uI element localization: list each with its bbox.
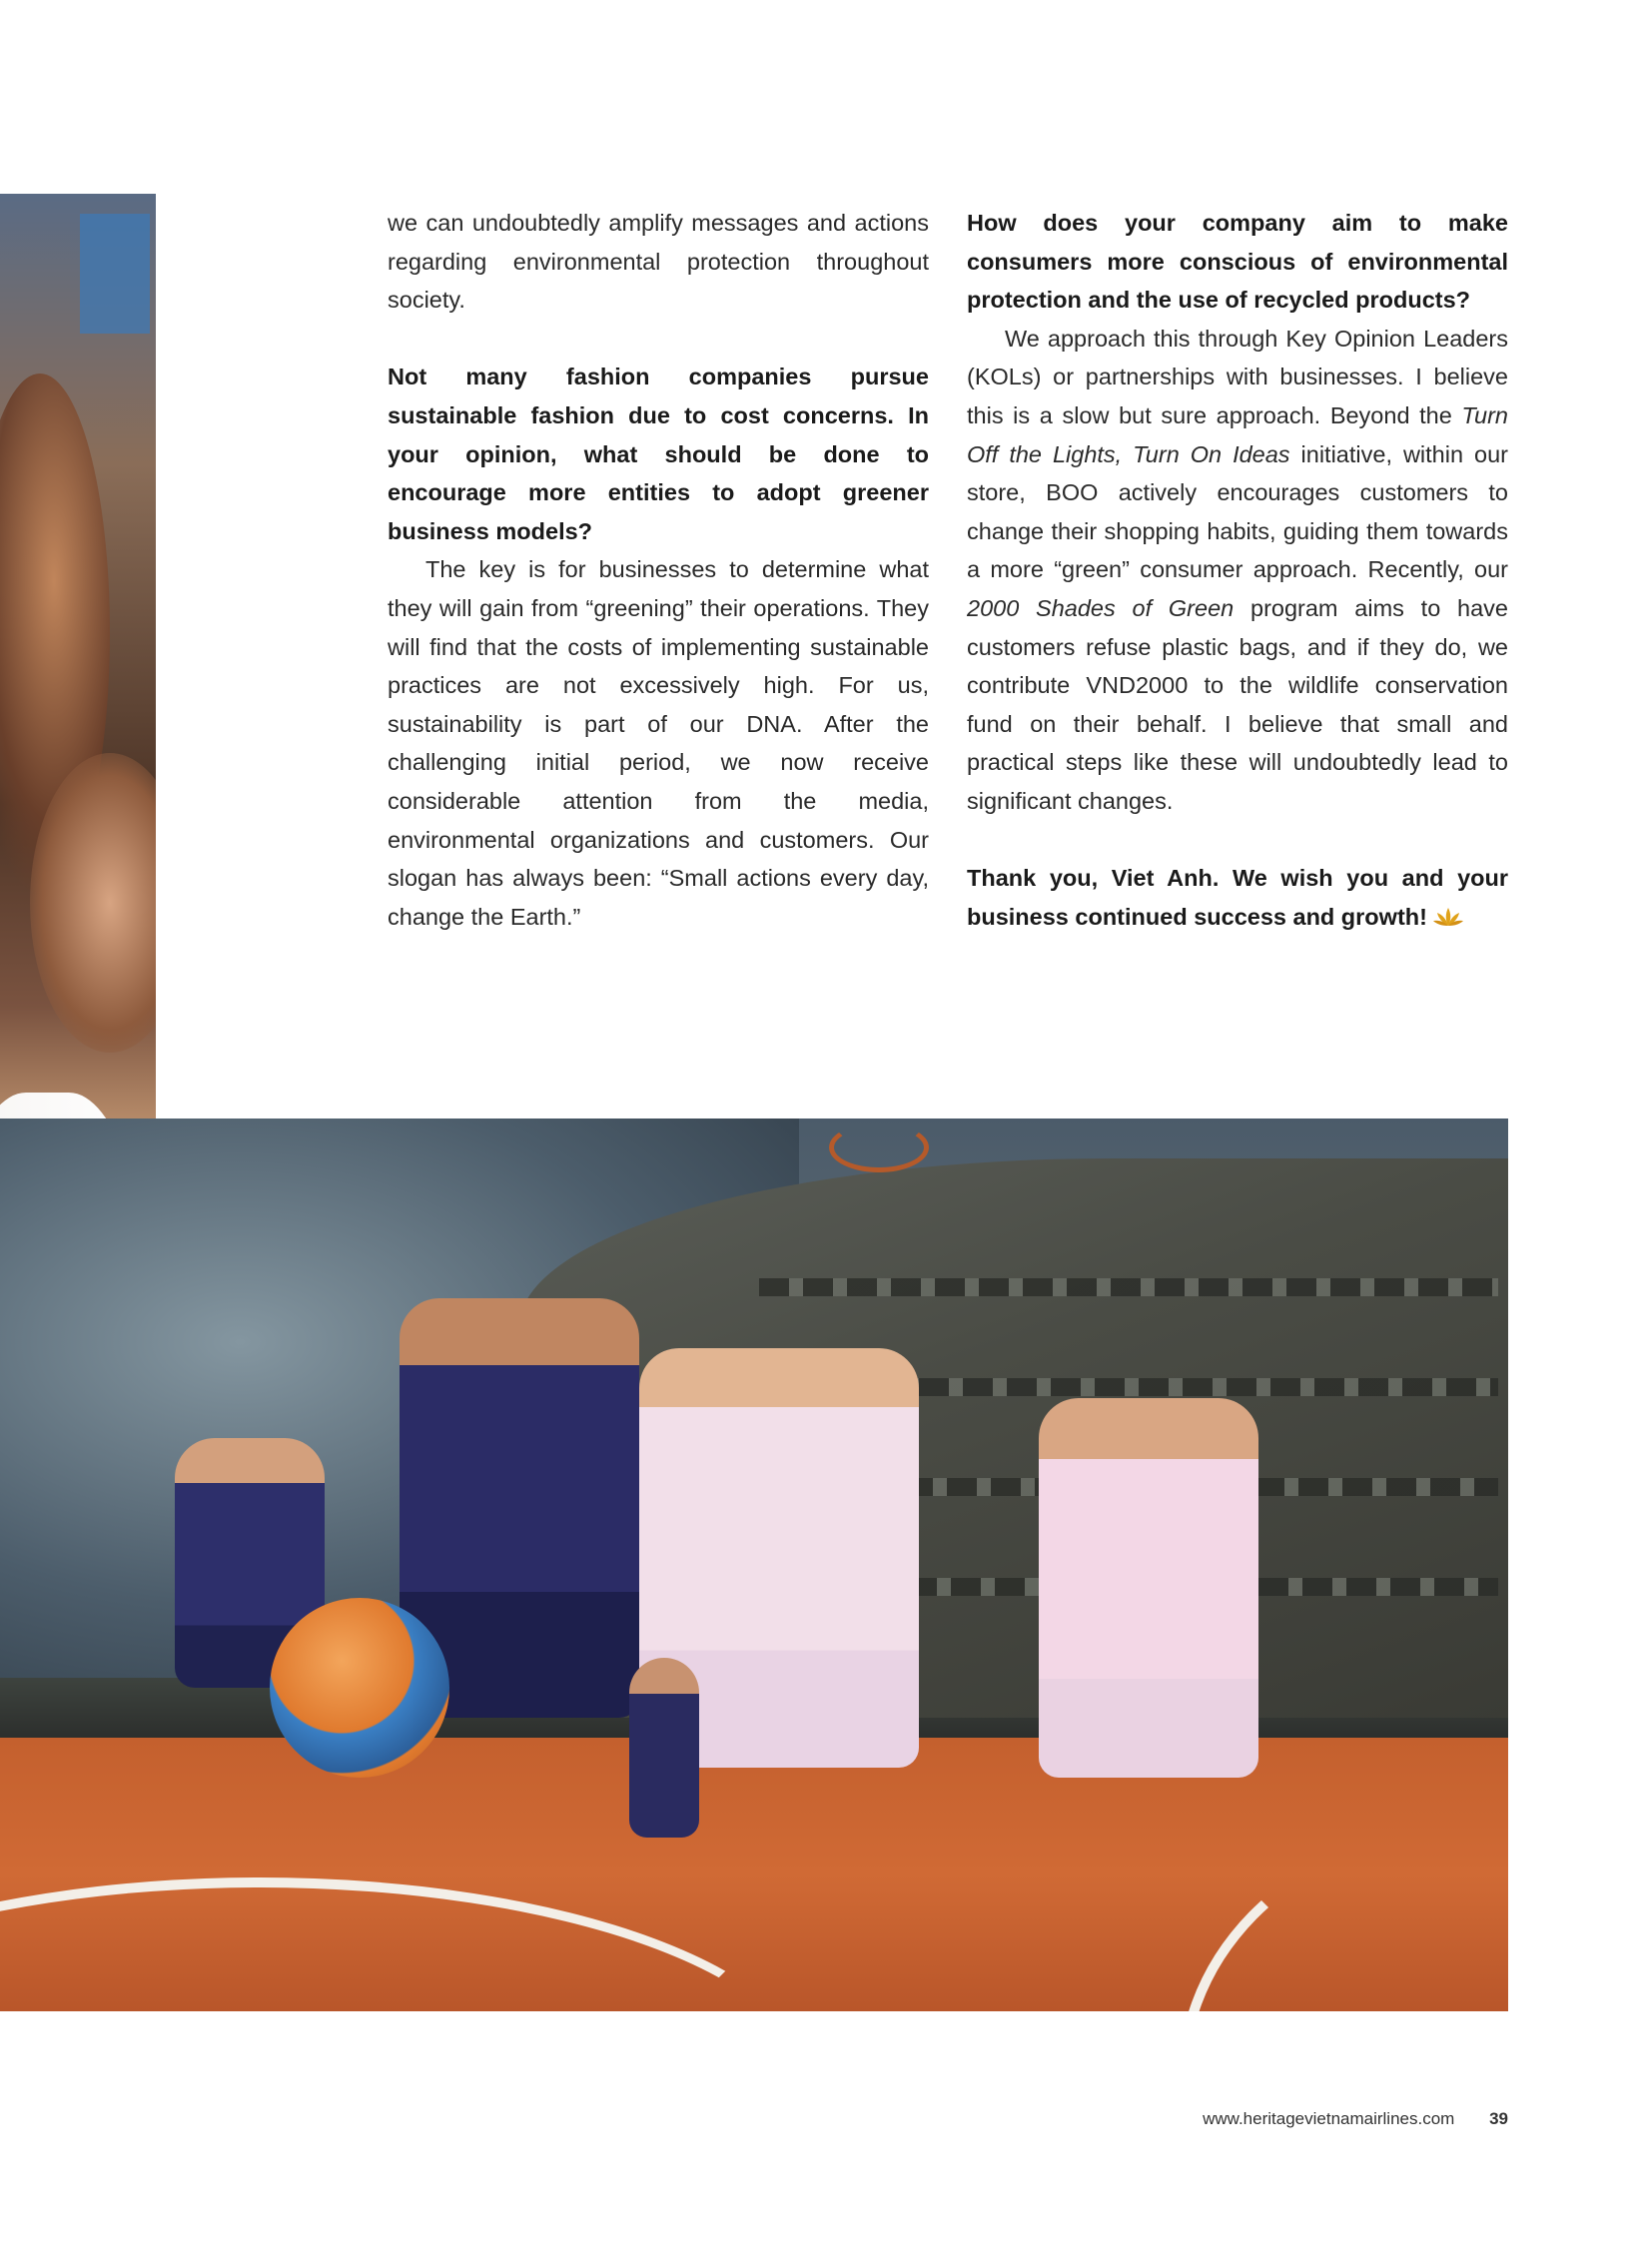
right-text-column [967,204,1508,936]
page-number: 39 [1489,2109,1508,2128]
basketball-photo [0,1119,1508,2011]
page-footer [1203,2109,1508,2129]
closing-remark: Thank you, Viet Anh. We wish you and your business continued success and growth! [967,865,1508,930]
answer-sustainable-fashion: The key is for businesses to determine what they will gain from “greening” their operations. They will find that the costs of implementing sustainable practices are not excessively high. For us, sustainability is part of our DNA. After the challenging initial period, we now receive considerable attention from the media, environmental organizations and customers. Our slogan has always been: “Small actions every day, change the Earth.” [388,556,929,930]
website-url: www.heritagevietnamairlines.com [1203,2109,1455,2128]
left-text-column [388,204,929,936]
question-sustainable-fashion: Not many fashion companies pursue sustainable fashion due to cost concerns. In your opinion, what should be done to encourage more entities to adopt greener business models? [388,364,929,544]
program-name: 2000 Shades of Green [967,594,1235,621]
initiative-name: Turn Off the Lights, Turn On Ideas [967,401,1508,467]
answer-consumer-awareness: We approach this through Key Opinion Leaders (KOLs) or partnerships with businesses. I believe this is a slow but sure approach. Beyond the Turn Off the Lights, Turn On Ideas initiative, within our store, BOO actively encourages customers to change their shopping habits, guiding them towards a more “green” consumer approach. Recently, our 2000 Shades of Green program aims to have customers refuse plastic bags, and if they do, we contribute VND2000 to the wildlife conservation fund on their behalf. I believe that small and practical steps like these will undoubtedly lead to significant changes. [967,325,1508,814]
paragraph-continued: we can undoubtedly amplify messages and actions regarding environmental protection throughout society. [388,210,929,314]
lotus-icon [1433,906,1463,928]
question-consumer-awareness: How does your company aim to make consumers more conscious of environmental protection and the use of recycled products? [967,210,1508,314]
